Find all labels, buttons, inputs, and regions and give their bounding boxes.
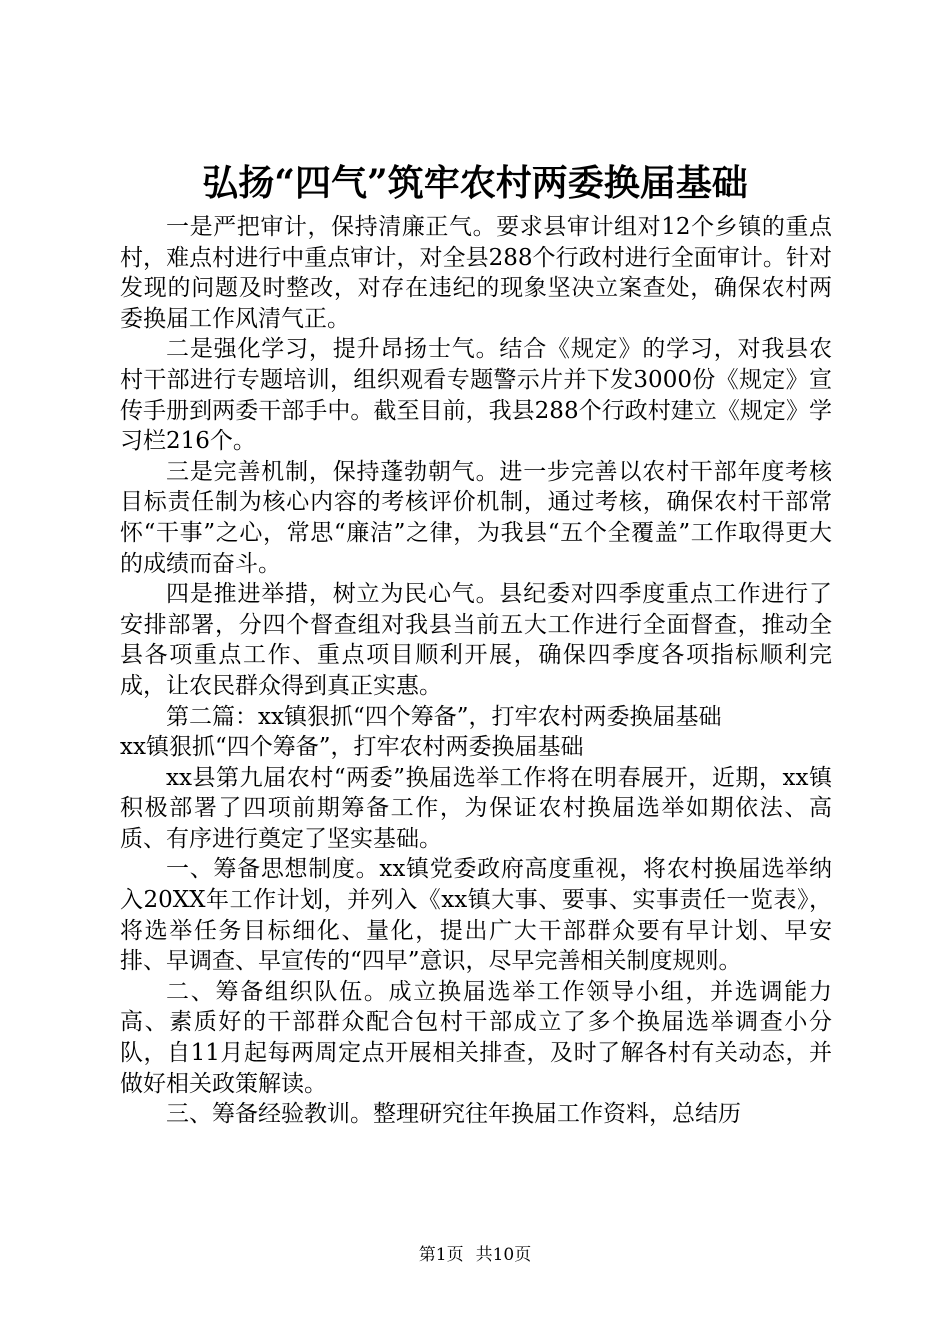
paragraph-preparation-experience: 三、筹备经验教训。整理研究往年换届工作资料，总结历 bbox=[166, 1101, 741, 1128]
section-subtitle: xx镇狠抓“四个筹备”，打牢农村两委换届基础 bbox=[120, 734, 584, 761]
paragraph-intro: xx县第九届农村“两委”换届选举工作将在明春展开，近期，xx镇积极部署了四项前期筹备工作，为保证农村换届选举如期依法、高质、有序进行奠定了坚实基础。 bbox=[120, 764, 832, 852]
document-body bbox=[120, 212, 832, 1130]
page-footer bbox=[0, 1244, 950, 1266]
paragraph-study: 二是强化学习，提升昂扬士气。结合《规定》的学习，对我县农村干部进行专题培训，组织观看专题警示片并下发3000份《规定》宣传手册到两委干部手中。截至目前，我县288个行政村建立《规定》学习栏216个。 bbox=[120, 336, 832, 455]
paragraph-mechanism: 三是完善机制，保持蓬勃朝气。进一步完善以农村干部年度考核目标责任制为核心内容的考核评价机制，通过考核，确保农村干部常怀“干事”之心，常思“廉洁”之律，为我县“五个全覆盖”工作取得更大的成绩而奋斗。 bbox=[120, 458, 832, 577]
paragraph-audit: 一是严把审计，保持清廉正气。要求县审计组对12个乡镇的重点村，难点村进行中重点审计，对全县288个行政村进行全面审计。针对发现的问题及时整改，对存在违纪的现象坚决立案查处，确保农村两委换届工作风清气正。 bbox=[120, 214, 832, 332]
page-number: 第1页 bbox=[418, 1245, 464, 1265]
page-total: 共10页 bbox=[475, 1245, 532, 1265]
paragraph-preparation-system: 一、筹备思想制度。xx镇党委政府高度重视，将农村换届选举纳入20XX年工作计划，并列入《xx镇大事、要事、实事责任一览表》，将选举任务目标细化、量化，提出广大干部群众要有早计划、早安排、早调查、早宣传的“四早”意识，尽早完善相关制度规则。 bbox=[120, 856, 832, 975]
section-heading-part-two: 第二篇：xx镇狠抓“四个筹备”，打牢农村两委换届基础 bbox=[166, 703, 722, 730]
paragraph-preparation-team: 二、筹备组织队伍。成立换届选举工作领导小组，并选调能力高、素质好的干部群众配合包村干部成立了多个换届选举调查小分队，自11月起每两周定点开展相关排查，及时了解各村有关动态，并做好相关政策解读。 bbox=[120, 978, 832, 1097]
paragraph-measures: 四是推进举措，树立为民心气。县纪委对四季度重点工作进行了安排部署，分四个督查组对我县当前五大工作进行全面督查，推动全县各项重点工作、重点项目顺利开展，确保四季度各项指标顺利完成，让农民群众得到真正实惠。 bbox=[120, 581, 832, 699]
document-title: 弘扬“四气”筑牢农村两委换届基础 bbox=[202, 162, 748, 204]
